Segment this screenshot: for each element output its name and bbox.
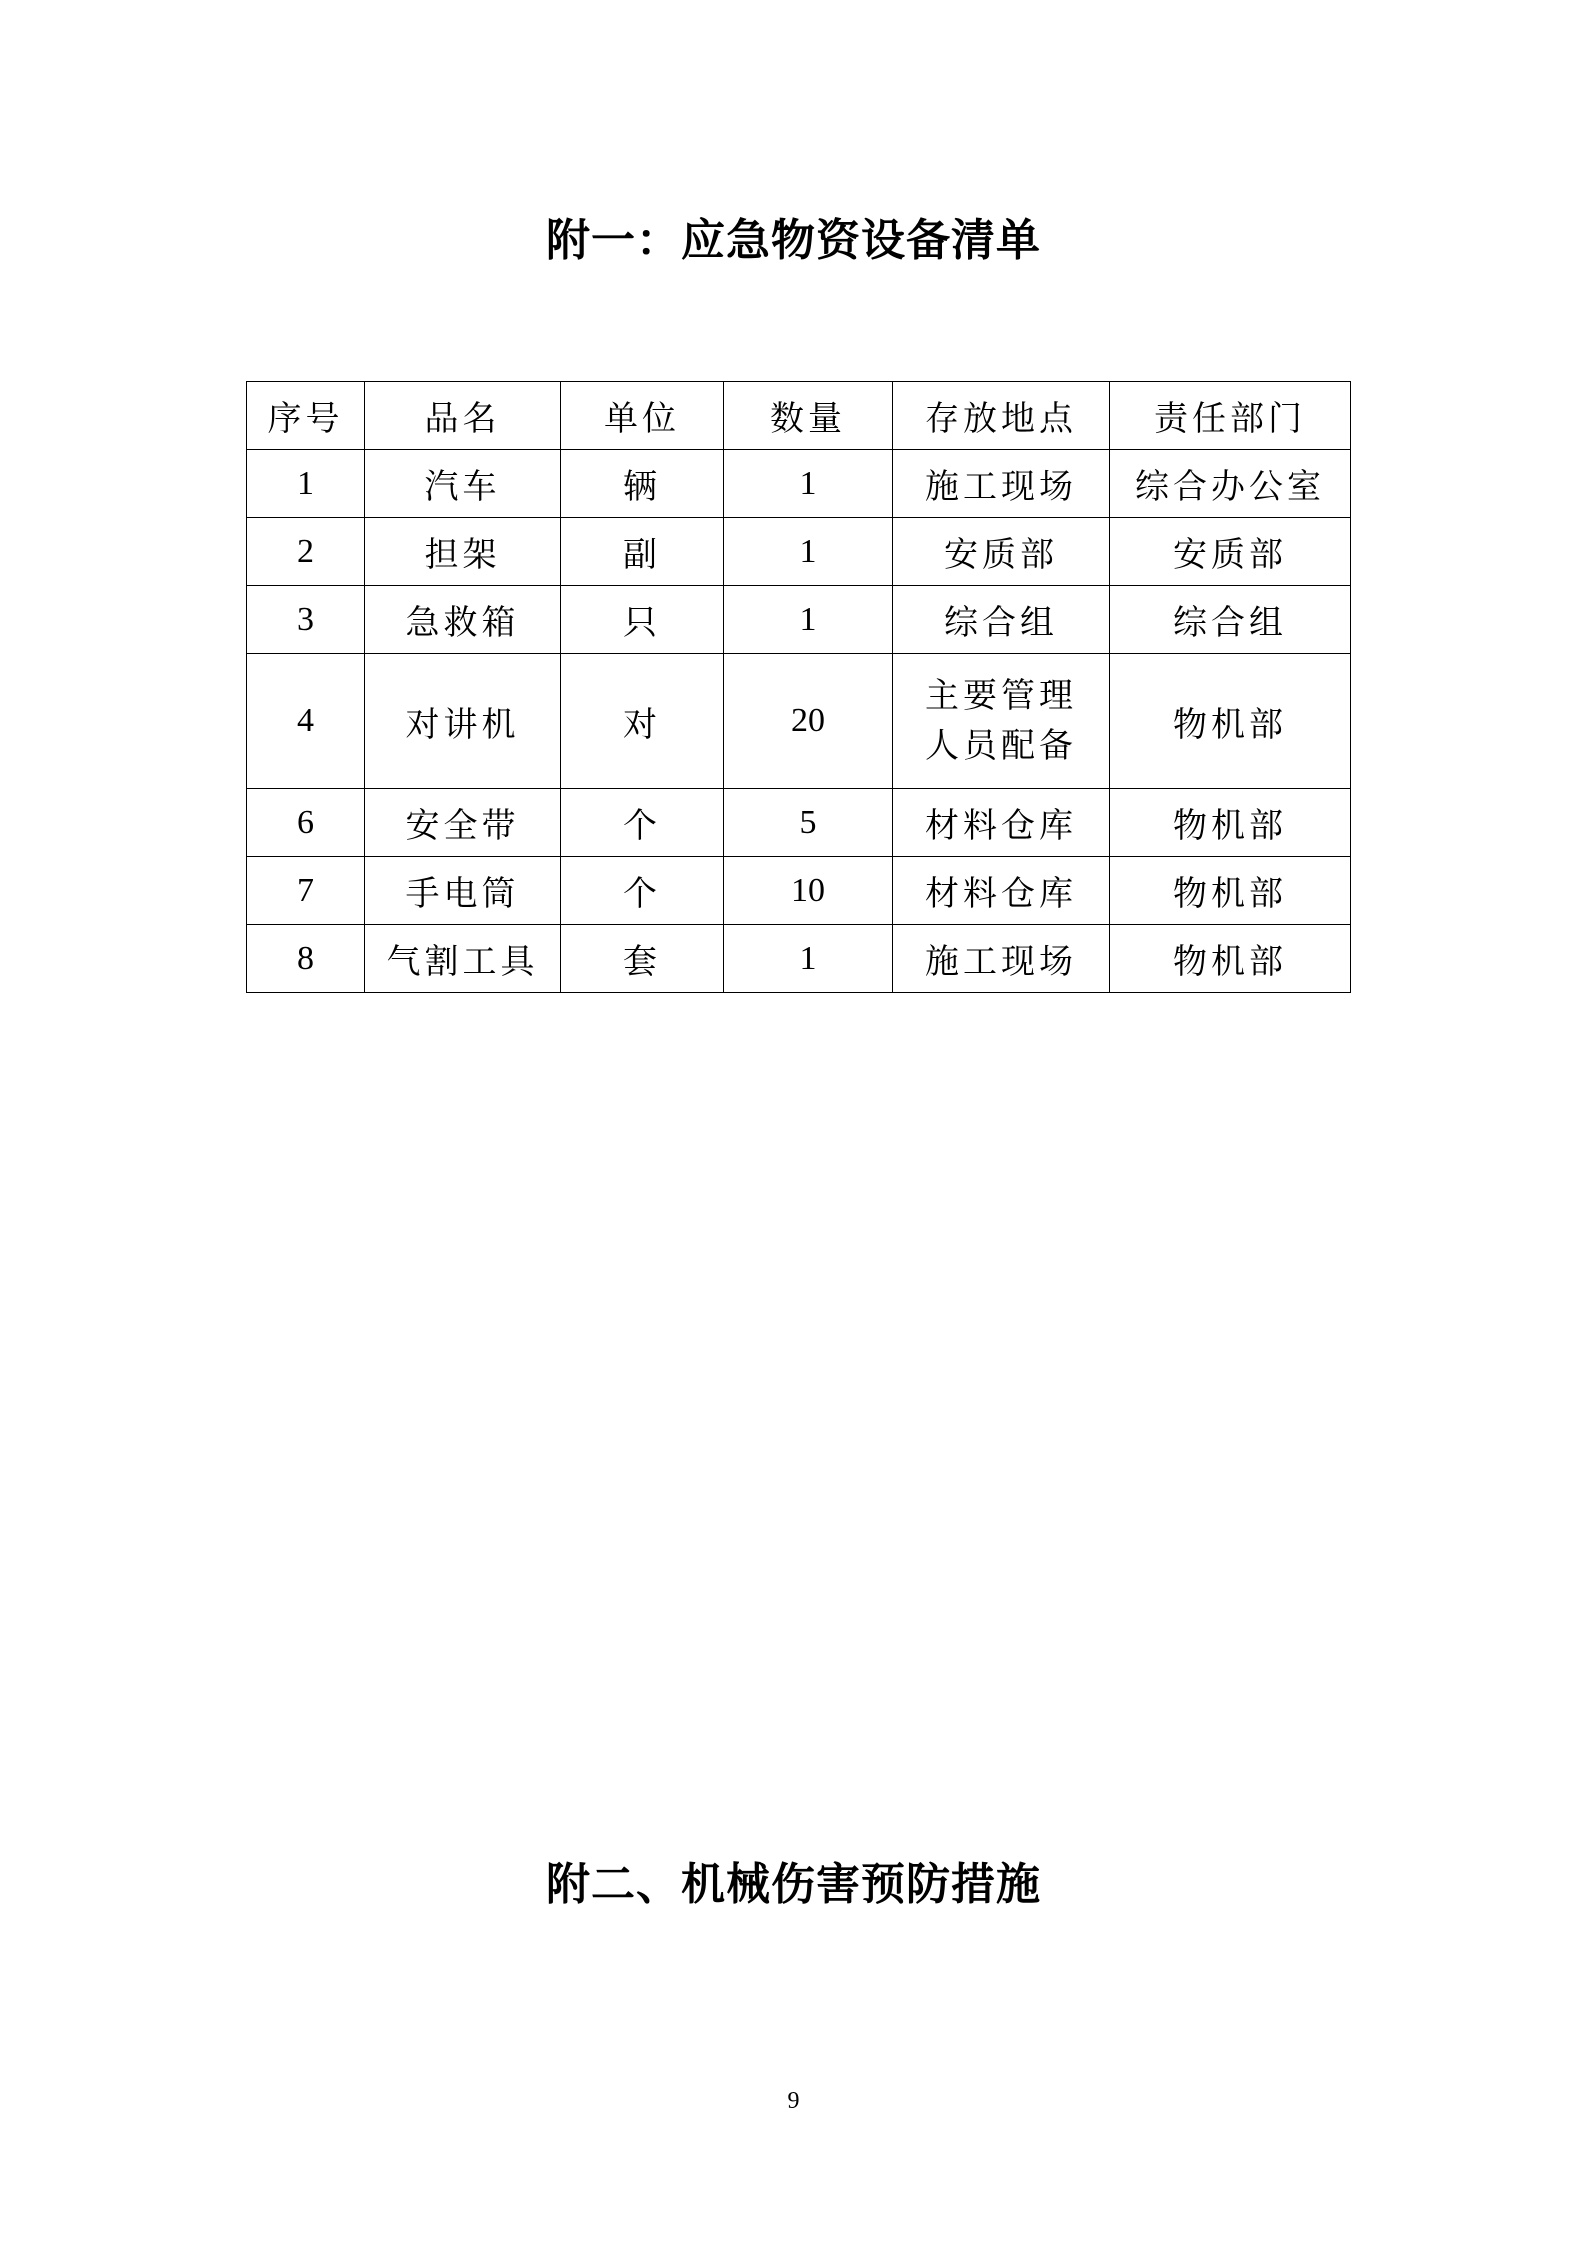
cell-item: 急救箱	[365, 586, 561, 654]
cell-item: 汽车	[365, 450, 561, 518]
cell-index: 2	[247, 518, 365, 586]
cell-index: 6	[247, 789, 365, 857]
cell-department: 综合组	[1110, 586, 1351, 654]
cell-quantity: 1	[724, 518, 893, 586]
cell-unit: 套	[561, 925, 724, 993]
cell-item: 手电筒	[365, 857, 561, 925]
cell-index: 1	[247, 450, 365, 518]
cell-unit: 辆	[561, 450, 724, 518]
cell-unit: 副	[561, 518, 724, 586]
table-row	[247, 450, 1351, 518]
cell-department: 安质部	[1110, 518, 1351, 586]
cell-department: 物机部	[1110, 857, 1351, 925]
cell-item: 对讲机	[365, 654, 561, 789]
cell-quantity: 20	[724, 654, 893, 789]
section-heading-2: 附二、机械伤害预防措施	[546, 1859, 1041, 1910]
cell-unit: 个	[561, 857, 724, 925]
cell-index: 7	[247, 857, 365, 925]
cell-department: 物机部	[1110, 789, 1351, 857]
cell-unit: 个	[561, 789, 724, 857]
cell-department: 综合办公室	[1110, 450, 1351, 518]
cell-quantity: 1	[724, 586, 893, 654]
header-cell: 责任部门	[1110, 382, 1351, 450]
table-row	[247, 857, 1351, 925]
cell-department: 物机部	[1110, 925, 1351, 993]
cell-item: 担架	[365, 518, 561, 586]
header-cell: 存放地点	[893, 382, 1110, 450]
table-header-row	[247, 382, 1351, 450]
cell-department: 物机部	[1110, 654, 1351, 789]
cell-index: 4	[247, 654, 365, 789]
table-row	[247, 925, 1351, 993]
table-row	[247, 789, 1351, 857]
cell-location: 主要管理人员配备	[893, 654, 1110, 789]
cell-unit: 只	[561, 586, 724, 654]
cell-location: 施工现场	[893, 450, 1110, 518]
cell-item: 气割工具	[365, 925, 561, 993]
cell-location: 材料仓库	[893, 857, 1110, 925]
equipment-table	[246, 381, 1351, 993]
page-number: 9	[787, 2088, 800, 2114]
cell-location: 综合组	[893, 586, 1110, 654]
cell-quantity: 1	[724, 450, 893, 518]
cell-index: 3	[247, 586, 365, 654]
cell-item: 安全带	[365, 789, 561, 857]
header-cell: 序号	[247, 382, 365, 450]
cell-location: 安质部	[893, 518, 1110, 586]
table-row	[247, 654, 1351, 789]
cell-location: 施工现场	[893, 925, 1110, 993]
cell-location: 材料仓库	[893, 789, 1110, 857]
table-row	[247, 518, 1351, 586]
header-cell: 品名	[365, 382, 561, 450]
cell-quantity: 10	[724, 857, 893, 925]
header-cell: 单位	[561, 382, 724, 450]
cell-quantity: 5	[724, 789, 893, 857]
cell-index: 8	[247, 925, 365, 993]
cell-quantity: 1	[724, 925, 893, 993]
cell-unit: 对	[561, 654, 724, 789]
section-heading-1: 附一：应急物资设备清单	[546, 215, 1041, 266]
table-row	[247, 586, 1351, 654]
header-cell: 数量	[724, 382, 893, 450]
